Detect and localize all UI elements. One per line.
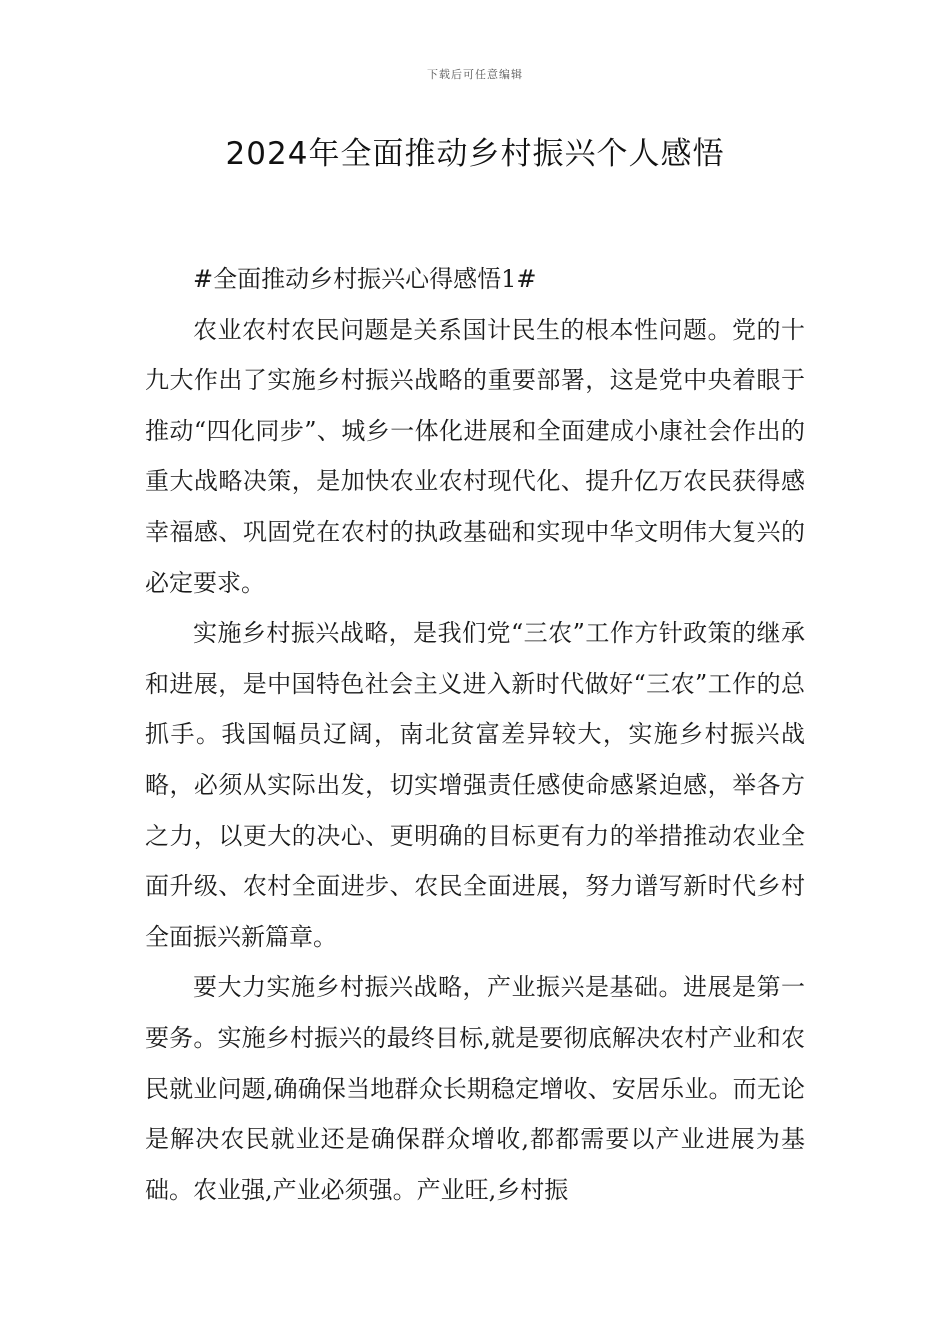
section-heading: #全面推动乡村振兴心得感悟1# [193,265,537,293]
paragraph-3: 要大力实施乡村振兴战略，产业振兴是基础。进展是第一要务。实施乡村振兴的最终目标,就是要彻底解决农村产业和农民就业问题,确确保当地群众长期稳定增收、安居乐业。而无论是解决农民就业还是确保群众增收,都都需要以产业进展为基础。农业强,产业必须强。产业旺,乡村振 [145,973,805,1204]
paragraph-2: 实施乡村振兴战略，是我们党“三农”工作方针政策的继承和进展，是中国特色社会主义进入新时代做好“三农”工作的总抓手。我国幅员辽阔，南北贫富差异较大，实施乡村振兴战略，必须从实际出发，切实增强责任感使命感紧迫感，举各方之力，以更大的决心、更明确的目标更有力的举措推动农业全面升级、农村全面进步、农民全面进展，努力谱写新时代乡村全面振兴新篇章。 [145,619,805,951]
header-note: 下载后可任意编辑 [427,68,523,81]
paragraph-1: 农业农村农民问题是关系国计民生的根本性问题。党的十九大作出了实施乡村振兴战略的重要部署，这是党中央着眼于推动“四化同步”、城乡一体化进展和全面建成小康社会作出的重大战略决策，是加快农业农村现代化、提升亿万农民获得感幸福感、巩固党在农村的执政基础和实现中华文明伟大复兴的必定要求。 [145,315,805,597]
document-title: 2024年全面推动乡村振兴个人感悟 [225,136,725,172]
document-body [145,254,805,1215]
